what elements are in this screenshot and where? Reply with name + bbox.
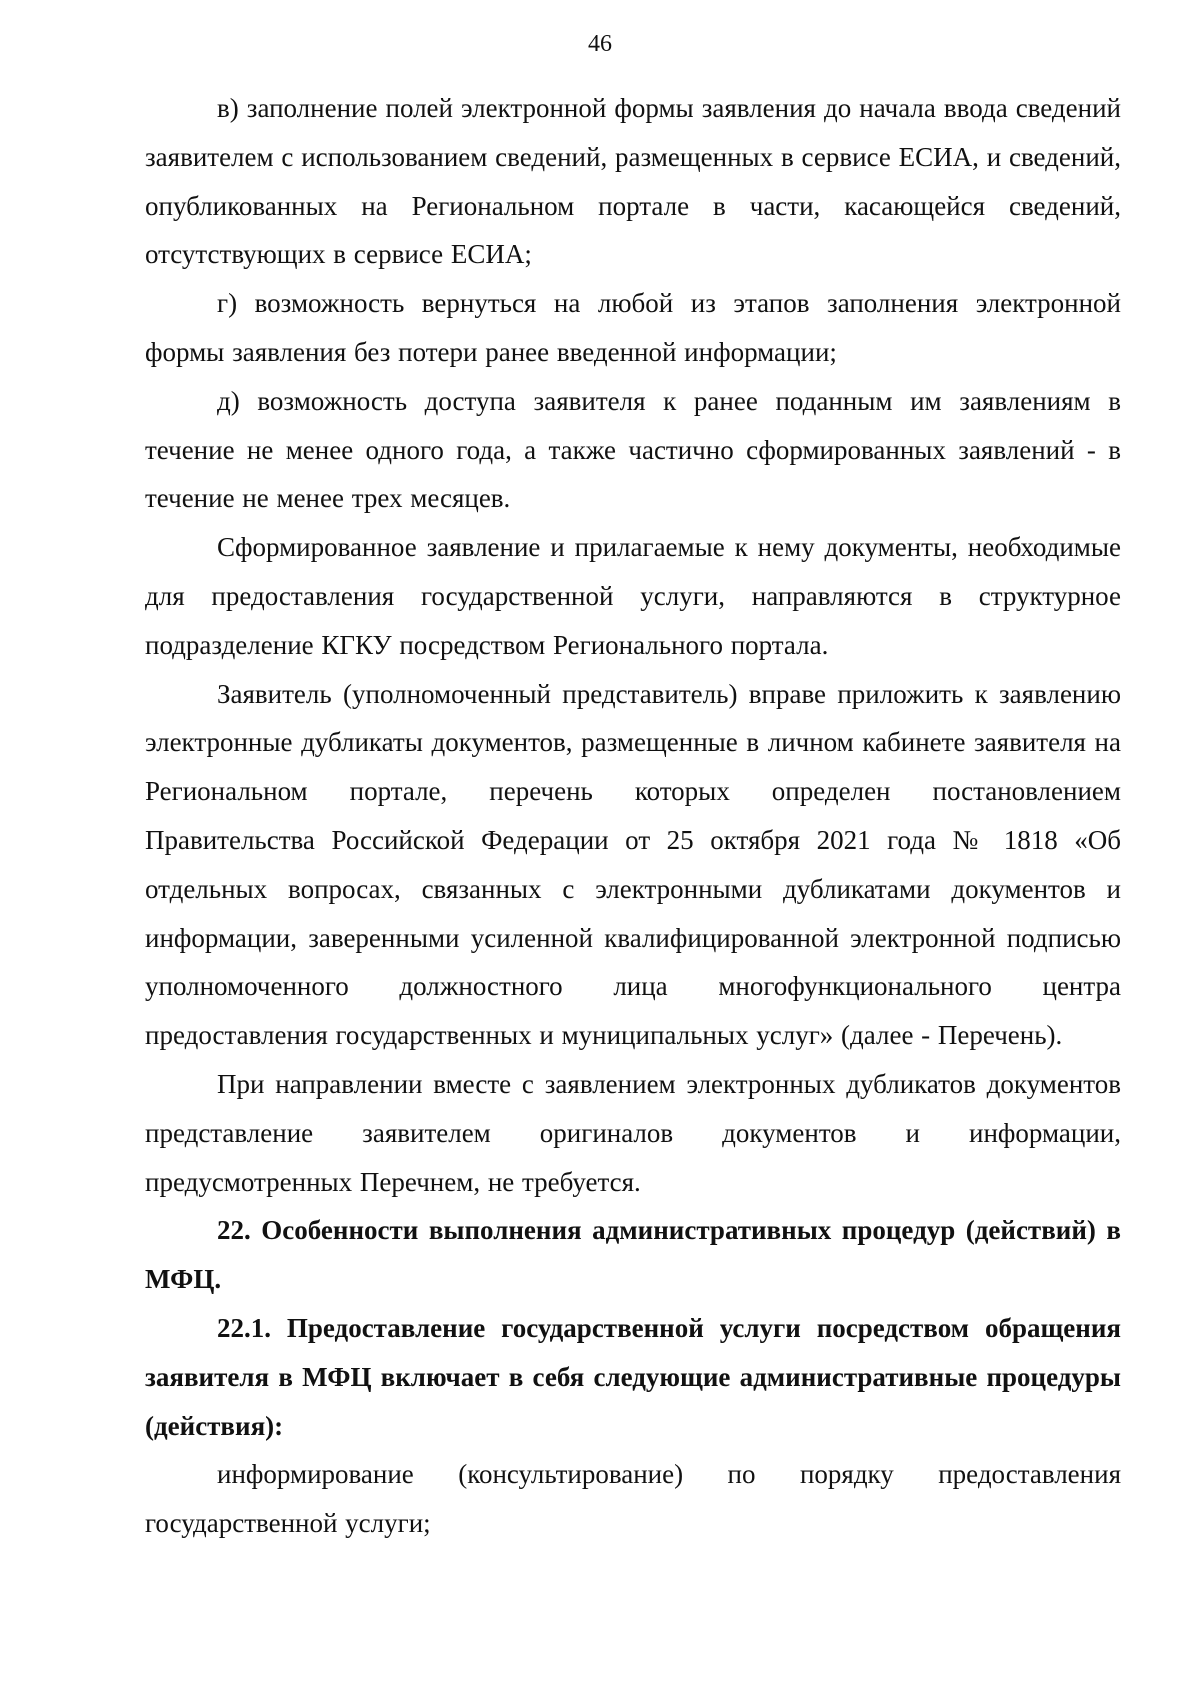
paragraph-access-applications: д) возможность доступа заявителя к ранее поданным им заявлениям в течение не менее одного года, а также частично сформированных заявлений - в течение не менее трех месяцев. xyxy=(145,385,1121,514)
section-heading-22-1: 22.1. Предоставление государственной услуги посредством обращения заявителя в МФЦ включает в себя следующие административные процедуры (действия): xyxy=(145,1312,1121,1441)
paragraph-formed-application: Сформированное заявление и прилагаемые к нему документы, необходимые для предоставления государственной услуги, направляются в структурное подразделение КГКУ посредством Регионального портала. xyxy=(145,532,1121,660)
paragraph-return-to-step: г) возможность вернуться на любой из этапов заполнения электронной формы заявления без потери ранее введенной информации; xyxy=(145,288,1121,367)
page-number: 46 xyxy=(588,31,612,57)
section-heading-22: 22. Особенности выполнения административных процедур (действий) в МФЦ. xyxy=(145,1215,1121,1295)
paragraph-esia-autofill: в) заполнение полей электронной формы заявления до начала ввода сведений заявителем с использованием сведений, размещенных в сервисе ЕСИА, и сведений, опубликованных на Региональном портале в части, касающейся сведений, отсутствующих в сервисе ЕСИА; xyxy=(145,93,1121,270)
document-body xyxy=(145,84,1121,1548)
paragraph-originals-not-required: При направлении вместе с заявлением электронных дубликатов документов представление заявителем оригиналов документов и информации, предусмотренных Перечнем, не требуется. xyxy=(145,1068,1121,1197)
paragraph-electronic-duplicates: Заявитель (уполномоченный представитель) вправе приложить к заявлению электронные дубликаты документов, размещенные в личном кабинете заявителя на Региональном портале, перечень которых определен постановлением Правительства Российской Федерации от 25 октября 2021 года № 1818 «Об отдельных вопросах, связанных с электронными дубликатами документов и информации, заверенными усиленной квалифицированной электронной подписью уполномоченного должностного лица многофункционального центра предоставления государственных и муниципальных услуг» (далее - Перечень). xyxy=(145,678,1121,1051)
paragraph-informing: информирование (консультирование) по порядку предоставления государственной услуги; xyxy=(145,1459,1121,1539)
